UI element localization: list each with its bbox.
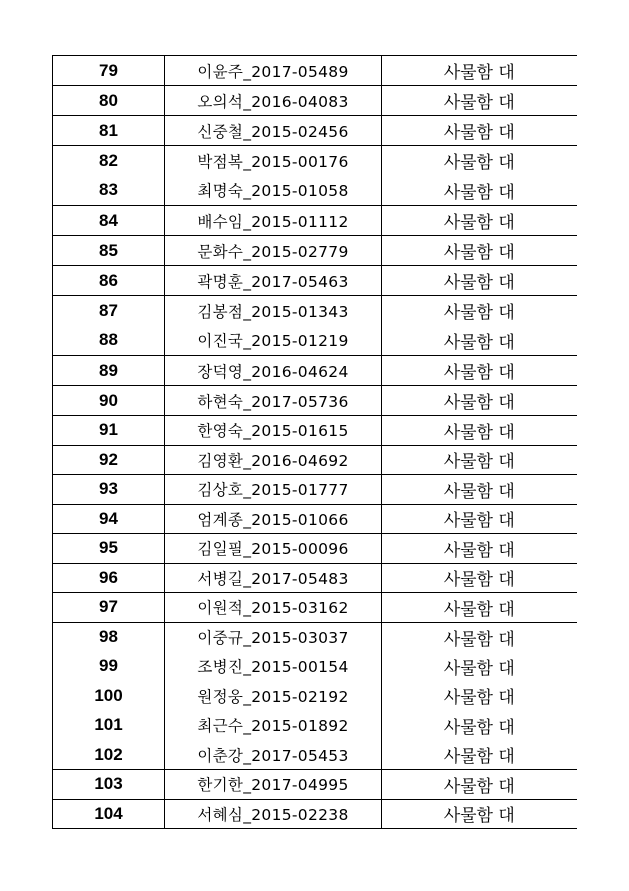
item-cell: 사물함 대 — [382, 56, 577, 86]
table-row — [53, 356, 577, 386]
name-id-cell: 하현숙_2017-05736 — [165, 386, 382, 416]
table-row — [53, 593, 577, 623]
name-id-cell: 최근수_2015-01892 — [165, 711, 382, 741]
name-id-cell: 이춘강_2017-05453 — [165, 740, 382, 770]
item-cell: 사물함 대 — [382, 652, 577, 682]
table-row — [53, 206, 577, 236]
table-row — [53, 296, 577, 326]
row-number-cell: 84 — [53, 206, 165, 236]
name-id-cell: 문화수_2015-02779 — [165, 236, 382, 266]
name-id-cell: 조병진_2015-00154 — [165, 652, 382, 682]
row-number-cell: 104 — [53, 799, 165, 829]
item-cell: 사물함 대 — [382, 534, 577, 564]
table-row — [53, 622, 577, 652]
name-id-cell: 서병길_2017-05483 — [165, 563, 382, 593]
row-number-cell: 80 — [53, 86, 165, 116]
item-cell: 사물함 대 — [382, 86, 577, 116]
name-id-cell: 이진국_2015-01219 — [165, 326, 382, 356]
item-cell: 사물함 대 — [382, 176, 577, 206]
item-cell: 사물함 대 — [382, 681, 577, 711]
table-row — [53, 504, 577, 534]
item-cell: 사물함 대 — [382, 356, 577, 386]
table-body — [53, 56, 577, 829]
item-cell: 사물함 대 — [382, 206, 577, 236]
name-id-cell: 오의석_2016-04083 — [165, 86, 382, 116]
name-id-cell: 신중철_2015-02456 — [165, 116, 382, 146]
item-cell: 사물함 대 — [382, 236, 577, 266]
row-number-cell: 103 — [53, 770, 165, 800]
row-number-cell: 99 — [53, 652, 165, 682]
item-cell: 사물함 대 — [382, 116, 577, 146]
name-id-cell: 김상호_2015-01777 — [165, 475, 382, 505]
table-row — [53, 445, 577, 475]
item-cell: 사물함 대 — [382, 563, 577, 593]
table-row — [53, 176, 577, 206]
row-number-cell: 96 — [53, 563, 165, 593]
item-cell: 사물함 대 — [382, 445, 577, 475]
row-number-cell: 93 — [53, 475, 165, 505]
row-number-cell: 81 — [53, 116, 165, 146]
table-row — [53, 56, 577, 86]
row-number-cell: 98 — [53, 622, 165, 652]
table-row — [53, 534, 577, 564]
name-id-cell: 최명숙_2015-01058 — [165, 176, 382, 206]
table-row — [53, 386, 577, 416]
row-number-cell: 83 — [53, 176, 165, 206]
item-cell: 사물함 대 — [382, 326, 577, 356]
item-cell: 사물함 대 — [382, 386, 577, 416]
name-id-cell: 배수임_2015-01112 — [165, 206, 382, 236]
row-number-cell: 79 — [53, 56, 165, 86]
table-row — [53, 236, 577, 266]
row-number-cell: 97 — [53, 593, 165, 623]
row-number-cell: 100 — [53, 681, 165, 711]
item-cell: 사물함 대 — [382, 146, 577, 176]
row-number-cell: 101 — [53, 711, 165, 741]
item-cell: 사물함 대 — [382, 740, 577, 770]
item-cell: 사물함 대 — [382, 296, 577, 326]
row-number-cell: 90 — [53, 386, 165, 416]
row-number-cell: 88 — [53, 326, 165, 356]
item-cell: 사물함 대 — [382, 770, 577, 800]
name-id-cell: 박점복_2015-00176 — [165, 146, 382, 176]
name-id-cell: 곽명훈_2017-05463 — [165, 266, 382, 296]
row-number-cell: 85 — [53, 236, 165, 266]
name-id-cell: 한영숙_2015-01615 — [165, 416, 382, 446]
name-id-cell: 한기한_2017-04995 — [165, 770, 382, 800]
row-number-cell: 87 — [53, 296, 165, 326]
table-row — [53, 116, 577, 146]
name-id-cell: 이중규_2015-03037 — [165, 622, 382, 652]
name-id-cell: 장덕영_2016-04624 — [165, 356, 382, 386]
item-cell: 사물함 대 — [382, 799, 577, 829]
table-row — [53, 740, 577, 770]
table-row — [53, 326, 577, 356]
name-id-cell: 이원적_2015-03162 — [165, 593, 382, 623]
table-row — [53, 416, 577, 446]
table-row — [53, 266, 577, 296]
name-id-cell: 김봉점_2015-01343 — [165, 296, 382, 326]
row-number-cell: 89 — [53, 356, 165, 386]
row-number-cell: 91 — [53, 416, 165, 446]
name-id-cell: 서혜심_2015-02238 — [165, 799, 382, 829]
row-number-cell: 86 — [53, 266, 165, 296]
name-id-cell: 김일필_2015-00096 — [165, 534, 382, 564]
name-id-cell: 이윤주_2017-05489 — [165, 56, 382, 86]
item-cell: 사물함 대 — [382, 711, 577, 741]
item-cell: 사물함 대 — [382, 593, 577, 623]
item-cell: 사물함 대 — [382, 622, 577, 652]
item-cell: 사물함 대 — [382, 504, 577, 534]
table-row — [53, 799, 577, 829]
row-number-cell: 102 — [53, 740, 165, 770]
item-cell: 사물함 대 — [382, 266, 577, 296]
table-row — [53, 86, 577, 116]
item-cell: 사물함 대 — [382, 416, 577, 446]
table-row — [53, 770, 577, 800]
table-row — [53, 711, 577, 741]
row-number-cell: 94 — [53, 504, 165, 534]
name-id-cell: 엄계종_2015-01066 — [165, 504, 382, 534]
item-cell: 사물함 대 — [382, 475, 577, 505]
locker-assignment-table — [52, 55, 577, 829]
name-id-cell: 김영환_2016-04692 — [165, 445, 382, 475]
row-number-cell: 82 — [53, 146, 165, 176]
table-row — [53, 146, 577, 176]
table-row — [53, 563, 577, 593]
row-number-cell: 95 — [53, 534, 165, 564]
table-row — [53, 475, 577, 505]
table-row — [53, 652, 577, 682]
table-row — [53, 681, 577, 711]
name-id-cell: 원정웅_2015-02192 — [165, 681, 382, 711]
row-number-cell: 92 — [53, 445, 165, 475]
